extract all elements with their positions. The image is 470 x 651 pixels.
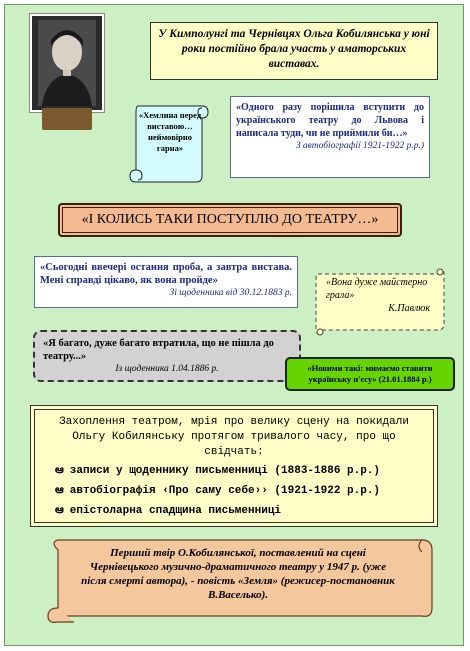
evidence-item-diary: записи у щоденнику письменниці (1883-1886 р.р.) — [69, 465, 381, 477]
list-item — [41, 504, 427, 519]
bottom-note — [78, 546, 398, 602]
evidence-item-autobiography: автобіографія ‹Про саму себе›› (1921-1922 р.р.) — [69, 485, 381, 497]
evidence-box — [30, 405, 438, 527]
bottom-note-text: Перший твір О.Кобилянської, поставлений на сцені Чернівецького музично-драматичного театру у 1947 р. (уже після смерті автора), - повість «Земля» (режисер-постановник В.Васелько). — [81, 547, 395, 601]
bullet-icon: ఆ — [55, 465, 64, 477]
scroll-note — [136, 110, 204, 154]
diary-1883-source: Зі щоденника від 30.12.1883 р. — [169, 288, 292, 298]
diary-1886-source: Із щоденника 1.04.1886 р. — [115, 364, 219, 374]
green-note-text: «Новими такі: мимаємо ставити українську п'єсу» (21.01.1884 р.) — [307, 363, 433, 384]
green-note — [285, 357, 455, 391]
diary-1883-quote: «Сьогодні ввечері остання проба, а завтра вистава. Мені справді цікаво, як вона пройде» — [40, 262, 292, 286]
pavlyuk-quote-text: «Вона дуже майстерно грала» — [326, 277, 428, 301]
autobiography-source: З автобіографії 1921-1922 р.р.) — [295, 141, 424, 151]
diary-1886-quote: «Я багато, дуже багато втратила, що не пішла до театру...» — [43, 338, 274, 362]
intro-note — [150, 22, 438, 80]
pavlyuk-author: К.Павлюк — [388, 303, 430, 314]
evidence-list — [41, 464, 427, 519]
bullet-icon: ఆ — [55, 485, 64, 497]
bullet-icon: ఆ — [55, 505, 64, 517]
diary-1883-quote-box — [34, 256, 298, 308]
autobiography-quote: «Одного разу порішила вступити до українського театру до Львова і написала туди, чи не приймили би…» — [236, 102, 424, 139]
intro-text: У Кимполунгі та Чернівцях Ольга Кобилянська у юні роки постійно брала участь у аматорських виставах. — [158, 28, 430, 70]
autobiography-quote-box — [230, 96, 430, 178]
diary-1886-quote-box — [33, 330, 301, 382]
pavlyuk-quote — [326, 276, 436, 315]
title-text: «І КОЛИСЬ ТАКИ ПОСТУПЛЮ ДО ТЕАТРУ…» — [81, 212, 379, 227]
evidence-lead: Захоплення театром, мрія про велику сцену на покидали Ольгу Кобилянську протягом тривалого часу, про що свідчать: — [59, 416, 409, 458]
list-item — [41, 484, 427, 499]
portrait-photo — [30, 14, 104, 112]
scroll-note-text: «Хемлина перед виставою… неймовірно гарна» — [138, 110, 202, 153]
photo-stand — [42, 108, 92, 130]
title-banner — [58, 203, 402, 237]
list-item — [41, 464, 427, 479]
evidence-item-letters: епістоларна спадщина письменниці — [69, 505, 282, 517]
portrait-image — [32, 16, 102, 110]
